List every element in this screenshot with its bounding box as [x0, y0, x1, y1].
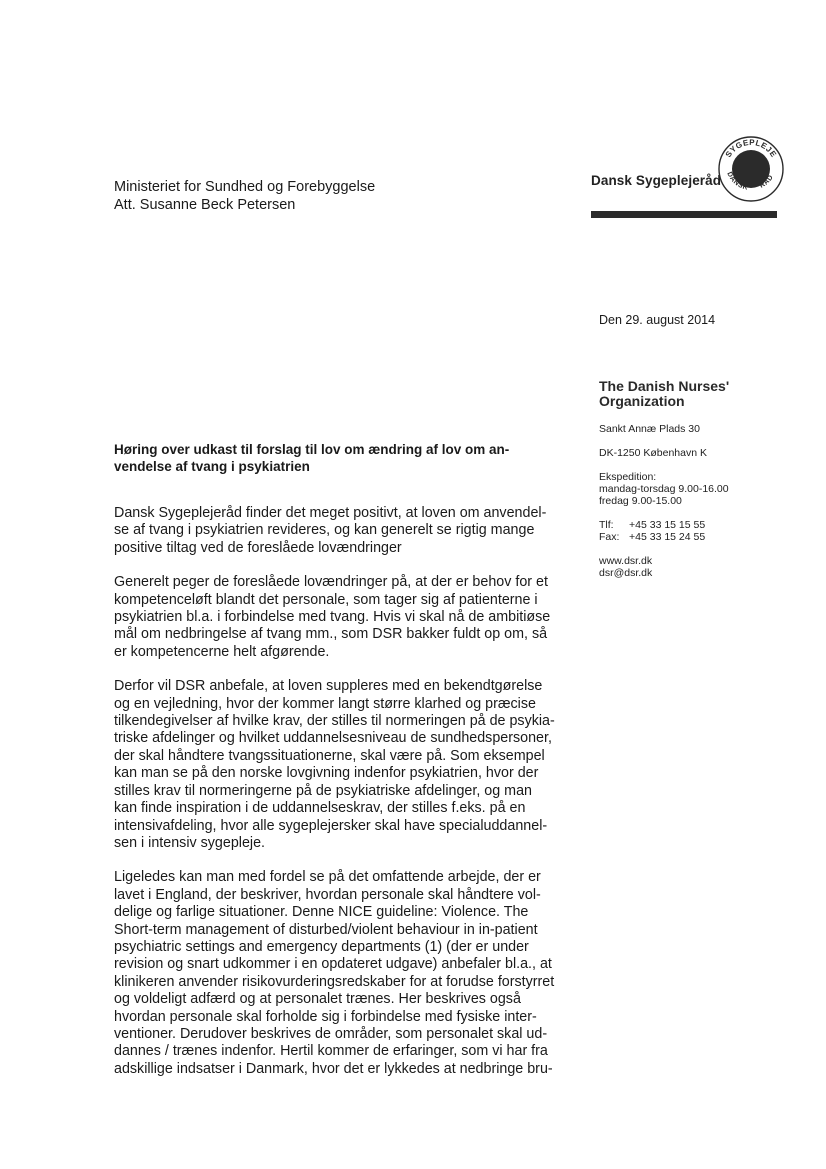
- body-line: positive tiltag ved de foreslåede lovændringer: [114, 539, 402, 556]
- opening-hours-line: mandag-torsdag 9.00-16.00: [599, 483, 729, 495]
- body-line: og en vejledning, hvor der kommer langt større klarhed og præcise: [114, 695, 536, 712]
- letter-subject: [114, 441, 574, 475]
- organization-name-line: The Danish Nurses': [599, 378, 730, 394]
- body-line: Dansk Sygeplejeråd finder det meget positivt, at loven om anvendel-: [114, 505, 547, 521]
- body-line: og voldeligt adfærd og at personalet trænes. Her beskrives også: [114, 991, 521, 1008]
- body-line: ventioner. Derudover beskrives de områder, som personalet skal ud-: [114, 1025, 548, 1042]
- seal-text-top: SYGEPLEJE: [723, 137, 779, 160]
- organization-name-line: Organization: [599, 393, 685, 409]
- body-line: Short-term management of disturbed/violent behaviour in in-patient: [114, 921, 538, 938]
- body-line: tilkendegivelser af hvilke krav, der stilles til normeringen på de psykia-: [114, 713, 555, 730]
- recipient-attention: Att. Susanne Beck Petersen: [114, 197, 296, 213]
- fax-row: [599, 531, 799, 543]
- phone-row: [599, 519, 799, 531]
- body-line: kan man se på den norske lovgivning indenfor psykiatrien, hvor der: [114, 765, 539, 782]
- body-line: stilles krav til normeringerne på de psykiatriske afdelinger, og man: [114, 782, 532, 799]
- seal-text-left: DANSK: [725, 170, 749, 192]
- body-line: delige og farlige situationer. Denne NICE guideline: Violence. The: [114, 904, 529, 921]
- body-paragraph: [114, 869, 584, 1078]
- organization-name: [599, 379, 799, 409]
- contact-numbers: [599, 519, 799, 543]
- body-line: Derfor vil DSR anbefale, at loven suppleres med en bekendtgørelse: [114, 678, 543, 695]
- body-line: hvordan personale skal forholde sig i forbindelse med fysiske inter-: [114, 1008, 537, 1025]
- body-line: kan finde inspiration i de uddannelseskrav, der stilles f.eks. på en: [114, 800, 526, 817]
- body-line: klinikeren anvender risikovurderingsredskaber for at forudse forstyrret: [114, 973, 555, 990]
- body-line: triske afdelinger og hvilket uddannelsesniveau de sundhedspersoner,: [114, 730, 552, 747]
- body-line: dannes / trænes indenfor. Hertil kommer de erfaringer, som vi har fra: [114, 1043, 548, 1060]
- postal-address: DK-1250 København K: [599, 447, 707, 459]
- letter-body: [114, 505, 584, 1095]
- letter-date: Den 29. august 2014: [599, 313, 716, 327]
- body-line: psychiatric settings and emergency departments (1) (der er under: [114, 938, 529, 955]
- body-line: lavet i England, der beskriver, hvordan personale skal håndtere vol-: [114, 886, 541, 903]
- subject-line: vendelse af tvang i psykiatrien: [114, 459, 310, 474]
- opening-hours-line: fredag 9.00-15.00: [599, 495, 682, 507]
- fax-number: +45 33 15 24 55: [629, 531, 706, 543]
- opening-hours-label: Ekspedition:: [599, 471, 657, 483]
- body-paragraph: [114, 505, 584, 557]
- body-line: mål om nedbringelse af tvang mm., som DSR bakker fuldt op om, så: [114, 626, 548, 643]
- body-line: se af tvang i psykiatrien revideres, og kan generelt se rigtig mange: [114, 522, 535, 539]
- letterhead-brand-name: Dansk Sygeplejeråd: [591, 173, 722, 188]
- subject-line: Høring over udkast til forslag til lov om ændring af lov om an-: [114, 442, 510, 457]
- body-line: intensivafdeling, hvor alle sygeplejersker skal have specialuddannel-: [114, 817, 548, 834]
- body-line: er kompetencerne helt afgørende.: [114, 643, 330, 660]
- body-paragraph: [114, 574, 584, 661]
- letterhead-rule: [591, 211, 777, 218]
- sender-sidebar: [599, 379, 799, 591]
- seal-text-right: RÅD: [758, 173, 775, 190]
- opening-hours: [599, 471, 799, 507]
- email-link[interactable]: dsr@dsr.dk: [599, 567, 653, 579]
- recipient-address: [114, 178, 375, 214]
- website-link[interactable]: www.dsr.dk: [599, 555, 653, 567]
- body-line: kompetenceløft blandt det personale, som tager sig af patienterne i: [114, 591, 538, 608]
- body-line: Ligeledes kan man med fordel se på det omfattende arbejde, der er: [114, 869, 541, 886]
- body-line: psykiatrien bl.a. i forbindelse med tvang. Hvis vi skal nå de ambitiøse: [114, 609, 551, 626]
- dsr-seal-logo: [717, 135, 785, 203]
- body-line: revision og snart udkommer i en opdateret udgave) anbefaler bl.a., at: [114, 956, 552, 973]
- recipient-line: Ministeriet for Sundhed og Forebyggelse: [114, 179, 376, 195]
- body-line: sen i intensiv sygepleje.: [114, 834, 265, 851]
- body-paragraph: [114, 678, 584, 852]
- street-address: Sankt Annæ Plads 30: [599, 423, 700, 435]
- phone-label: Tlf:: [599, 519, 614, 531]
- body-line: der skal håndtere tvangssituationerne, skal være på. Som eksempel: [114, 747, 545, 764]
- body-line: Generelt peger de foreslåede lovændringer på, at der er behov for et: [114, 574, 548, 591]
- fax-label: Fax:: [599, 531, 620, 543]
- web-contacts: [599, 555, 799, 579]
- phone-number[interactable]: +45 33 15 15 55: [629, 519, 706, 531]
- body-line: adskillige indsatser i Danmark, hvor det er lykkedes at nedbringe bru-: [114, 1060, 553, 1077]
